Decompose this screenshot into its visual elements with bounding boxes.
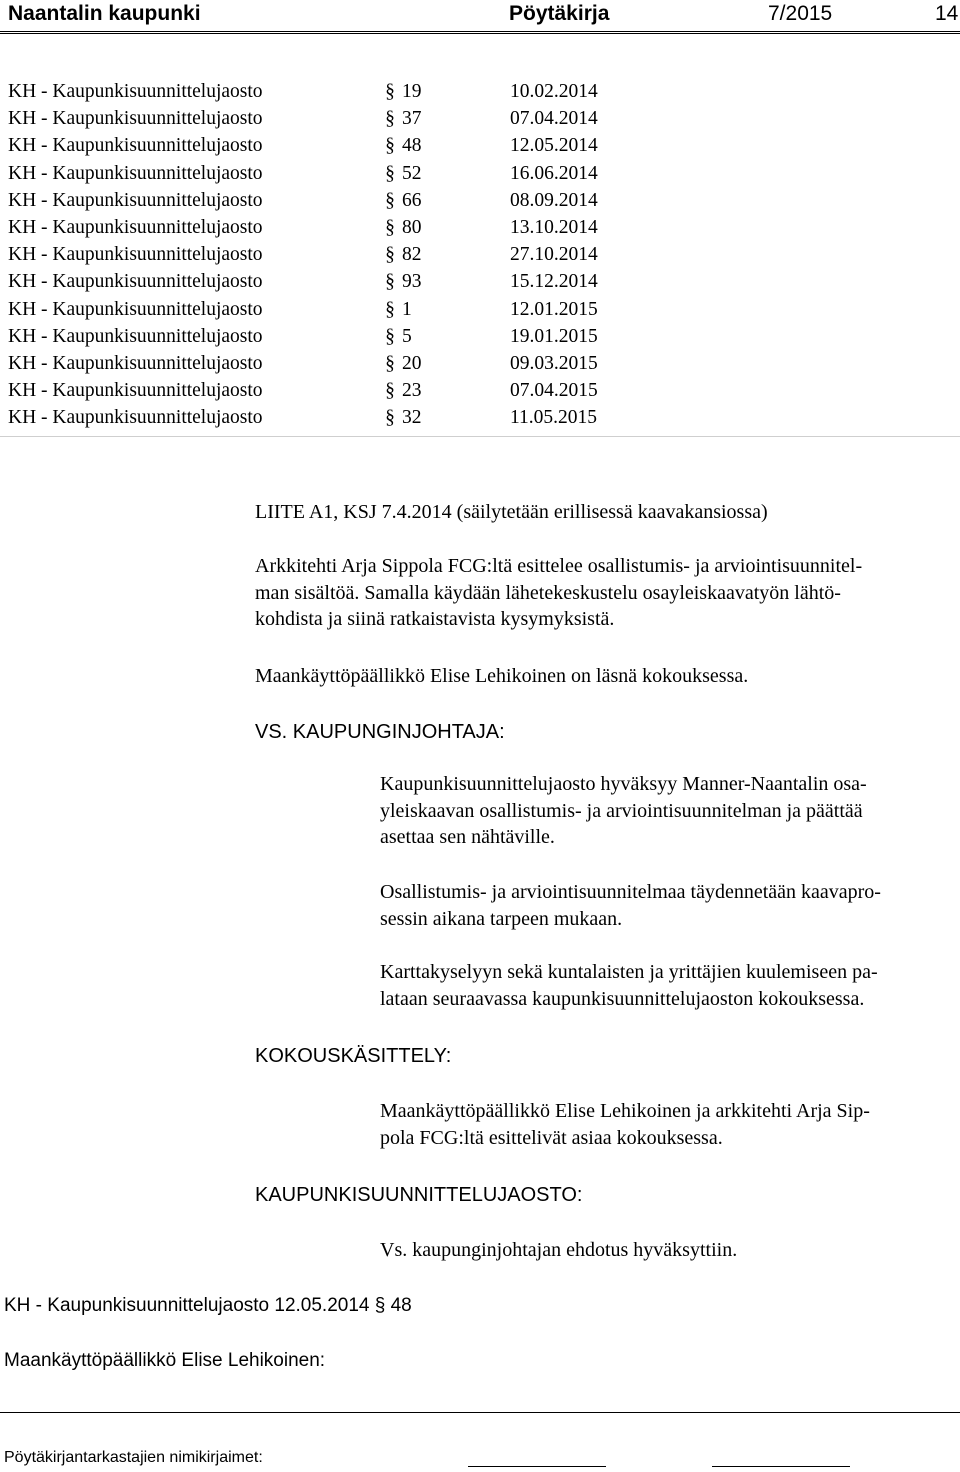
section-symbol: § xyxy=(385,81,395,102)
section-symbol: § xyxy=(385,325,395,347)
proposal-line: yleiskaavan osallistumis- ja arviointisuunnitelman ja päättää xyxy=(380,799,863,822)
proposal-line: Osallistumis- ja arviointisuunnitelmaa täydennetään kaavapro- xyxy=(380,881,881,903)
section-symbol: § xyxy=(385,244,395,266)
footer-rule xyxy=(0,1412,960,1413)
page-number: 14 xyxy=(935,2,959,25)
history-row xyxy=(8,135,618,162)
history-row xyxy=(8,271,618,298)
proposal-line: Karttakyselyyn sekä kuntalaisten ja yrittäjien kuulemiseen pa- xyxy=(380,961,878,983)
decision-paragraph xyxy=(380,1236,737,1264)
meeting-line: pola FCG:ltä esittelivät asiaa kokouksessa. xyxy=(380,1127,723,1149)
history-body: KH - Kaupunkisuunnittelujaosto xyxy=(8,271,263,293)
section-symbol: § xyxy=(385,407,395,429)
section-symbol: § xyxy=(385,298,395,320)
present-note xyxy=(255,662,748,690)
next-item-reference xyxy=(4,1292,412,1320)
history-date: 10.02.2014 xyxy=(510,81,598,102)
history-date: 08.09.2014 xyxy=(510,189,598,211)
proposal-line: asettaa sen nähtäville. xyxy=(380,826,555,848)
history-row xyxy=(8,380,618,407)
section-symbol: § xyxy=(385,135,395,157)
proposal-line: Kaupunkisuunnittelujaosto hyväksyy Manner-Naantalin osa- xyxy=(380,773,867,795)
history-row xyxy=(8,244,618,271)
history-row xyxy=(8,407,618,434)
history-body: KH - Kaupunkisuunnittelujaosto xyxy=(8,380,263,402)
history-body: KH - Kaupunkisuunnittelujaosto xyxy=(8,108,263,130)
history-section-number: 1 xyxy=(402,298,412,320)
history-date: 27.10.2014 xyxy=(510,244,598,266)
meeting-line: Maankäyttöpäällikkö Elise Lehikoinen ja arkkitehti Arja Sip- xyxy=(380,1100,870,1122)
signature-line-1 xyxy=(468,1466,606,1467)
history-row xyxy=(8,163,618,190)
next-item-preparer-text: Maankäyttöpäällikkö Elise Lehikoinen: xyxy=(4,1350,326,1371)
history-body: KH - Kaupunkisuunnittelujaosto xyxy=(8,244,263,266)
proposal-paragraph-3 xyxy=(380,959,878,1013)
history-section-number: 19 xyxy=(402,81,422,102)
history-date: 13.10.2014 xyxy=(510,216,598,238)
history-date: 09.03.2015 xyxy=(510,352,598,374)
proposal-line: lataan seuraavassa kaupunkisuunnittelujaoston kokouksessa. xyxy=(380,988,865,1010)
section-symbol: § xyxy=(385,216,395,238)
intro-line: kohdista ja siinä ratkaistavista kysymyksistä. xyxy=(255,608,615,630)
section-symbol: § xyxy=(385,189,395,211)
attachment-note xyxy=(255,498,768,526)
history-body: KH - Kaupunkisuunnittelujaosto xyxy=(8,216,263,238)
history-section-number: 66 xyxy=(402,189,422,211)
history-date: 07.04.2015 xyxy=(510,380,598,402)
history-row xyxy=(8,299,618,326)
proposal-label-text: VS. KAUPUNGINJOHTAJA: xyxy=(255,721,505,743)
history-section-number: 5 xyxy=(402,325,412,347)
header-rule-bottom xyxy=(0,33,960,34)
history-row xyxy=(8,353,618,380)
history-section-number: 82 xyxy=(402,244,422,266)
meeting-paragraph xyxy=(380,1098,870,1152)
history-body: KH - Kaupunkisuunnittelujaosto xyxy=(8,352,263,374)
history-section-number: 23 xyxy=(402,380,422,402)
history-date: 15.12.2014 xyxy=(510,271,598,293)
history-divider xyxy=(0,436,960,437)
intro-paragraph xyxy=(255,553,862,633)
history-date: 07.04.2014 xyxy=(510,108,598,130)
next-item-preparer xyxy=(4,1347,325,1375)
history-body: KH - Kaupunkisuunnittelujaosto xyxy=(8,298,263,320)
header-rule-top xyxy=(0,31,960,32)
history-date: 11.05.2015 xyxy=(510,407,598,429)
minutes-number: 7/2015 xyxy=(768,2,833,25)
history-section-number: 80 xyxy=(402,216,422,238)
history-section-number: 93 xyxy=(402,271,422,293)
footer-initials-label: Pöytäkirjantarkastajien nimikirjaimet: xyxy=(4,1449,263,1466)
history-body: KH - Kaupunkisuunnittelujaosto xyxy=(8,162,263,184)
history-section-number: 32 xyxy=(402,407,422,429)
history-body: KH - Kaupunkisuunnittelujaosto xyxy=(8,81,263,102)
meeting-label-text: KOKOUSKÄSITTELY: xyxy=(255,1045,452,1067)
section-symbol: § xyxy=(385,271,395,293)
decision-label xyxy=(255,1181,582,1209)
meeting-label xyxy=(255,1042,451,1070)
intro-line: man sisältöä. Samalla käydään lähetekeskustelu osayleiskaavatyön lähtö- xyxy=(255,581,841,604)
history-date: 19.01.2015 xyxy=(510,325,598,347)
decision-text: Vs. kaupunginjohtajan ehdotus hyväksyttiin. xyxy=(380,1239,738,1261)
history-body: KH - Kaupunkisuunnittelujaosto xyxy=(8,407,263,429)
history-section-number: 37 xyxy=(402,108,422,130)
decision-label-text: KAUPUNKISUUNNITTELUJAOSTO: xyxy=(255,1184,583,1206)
history-row xyxy=(8,217,618,244)
history-date: 12.01.2015 xyxy=(510,298,598,320)
section-symbol: § xyxy=(385,162,395,184)
handling-history xyxy=(8,81,618,434)
history-section-number: 48 xyxy=(402,135,422,157)
present-text: Maankäyttöpäällikkö Elise Lehikoinen on läsnä kokouksessa. xyxy=(255,665,749,687)
history-body: KH - Kaupunkisuunnittelujaosto xyxy=(8,189,263,211)
history-row xyxy=(8,190,618,217)
signature-line-2 xyxy=(712,1466,850,1467)
section-symbol: § xyxy=(385,380,395,402)
intro-line: Arkkitehti Arja Sippola FCG:ltä esittelee osallistumis- ja arviointisuunnitel- xyxy=(255,555,863,577)
document-type: Pöytäkirja xyxy=(509,2,610,25)
section-symbol: § xyxy=(385,108,395,130)
proposal-paragraph-2 xyxy=(380,879,881,933)
organization-name: Naantalin kaupunki xyxy=(8,2,201,25)
proposal-label xyxy=(255,718,505,746)
next-item-reference-text: KH - Kaupunkisuunnittelujaosto 12.05.2014 § 48 xyxy=(4,1295,412,1316)
proposal-line: sessin aikana tarpeen mukaan. xyxy=(380,908,623,930)
history-body: KH - Kaupunkisuunnittelujaosto xyxy=(8,325,263,347)
history-row xyxy=(8,326,618,353)
proposal-paragraph-1 xyxy=(380,771,867,851)
history-body: KH - Kaupunkisuunnittelujaosto xyxy=(8,135,263,157)
history-section-number: 20 xyxy=(402,352,422,374)
history-date: 16.06.2014 xyxy=(510,162,598,184)
history-row xyxy=(8,81,618,108)
section-symbol: § xyxy=(385,352,395,374)
history-section-number: 52 xyxy=(402,162,422,184)
attachment-text: LIITE A1, KSJ 7.4.2014 (säilytetään erillisessä kaavakansiossa) xyxy=(255,501,768,523)
history-row xyxy=(8,108,618,135)
history-date: 12.05.2014 xyxy=(510,135,598,157)
